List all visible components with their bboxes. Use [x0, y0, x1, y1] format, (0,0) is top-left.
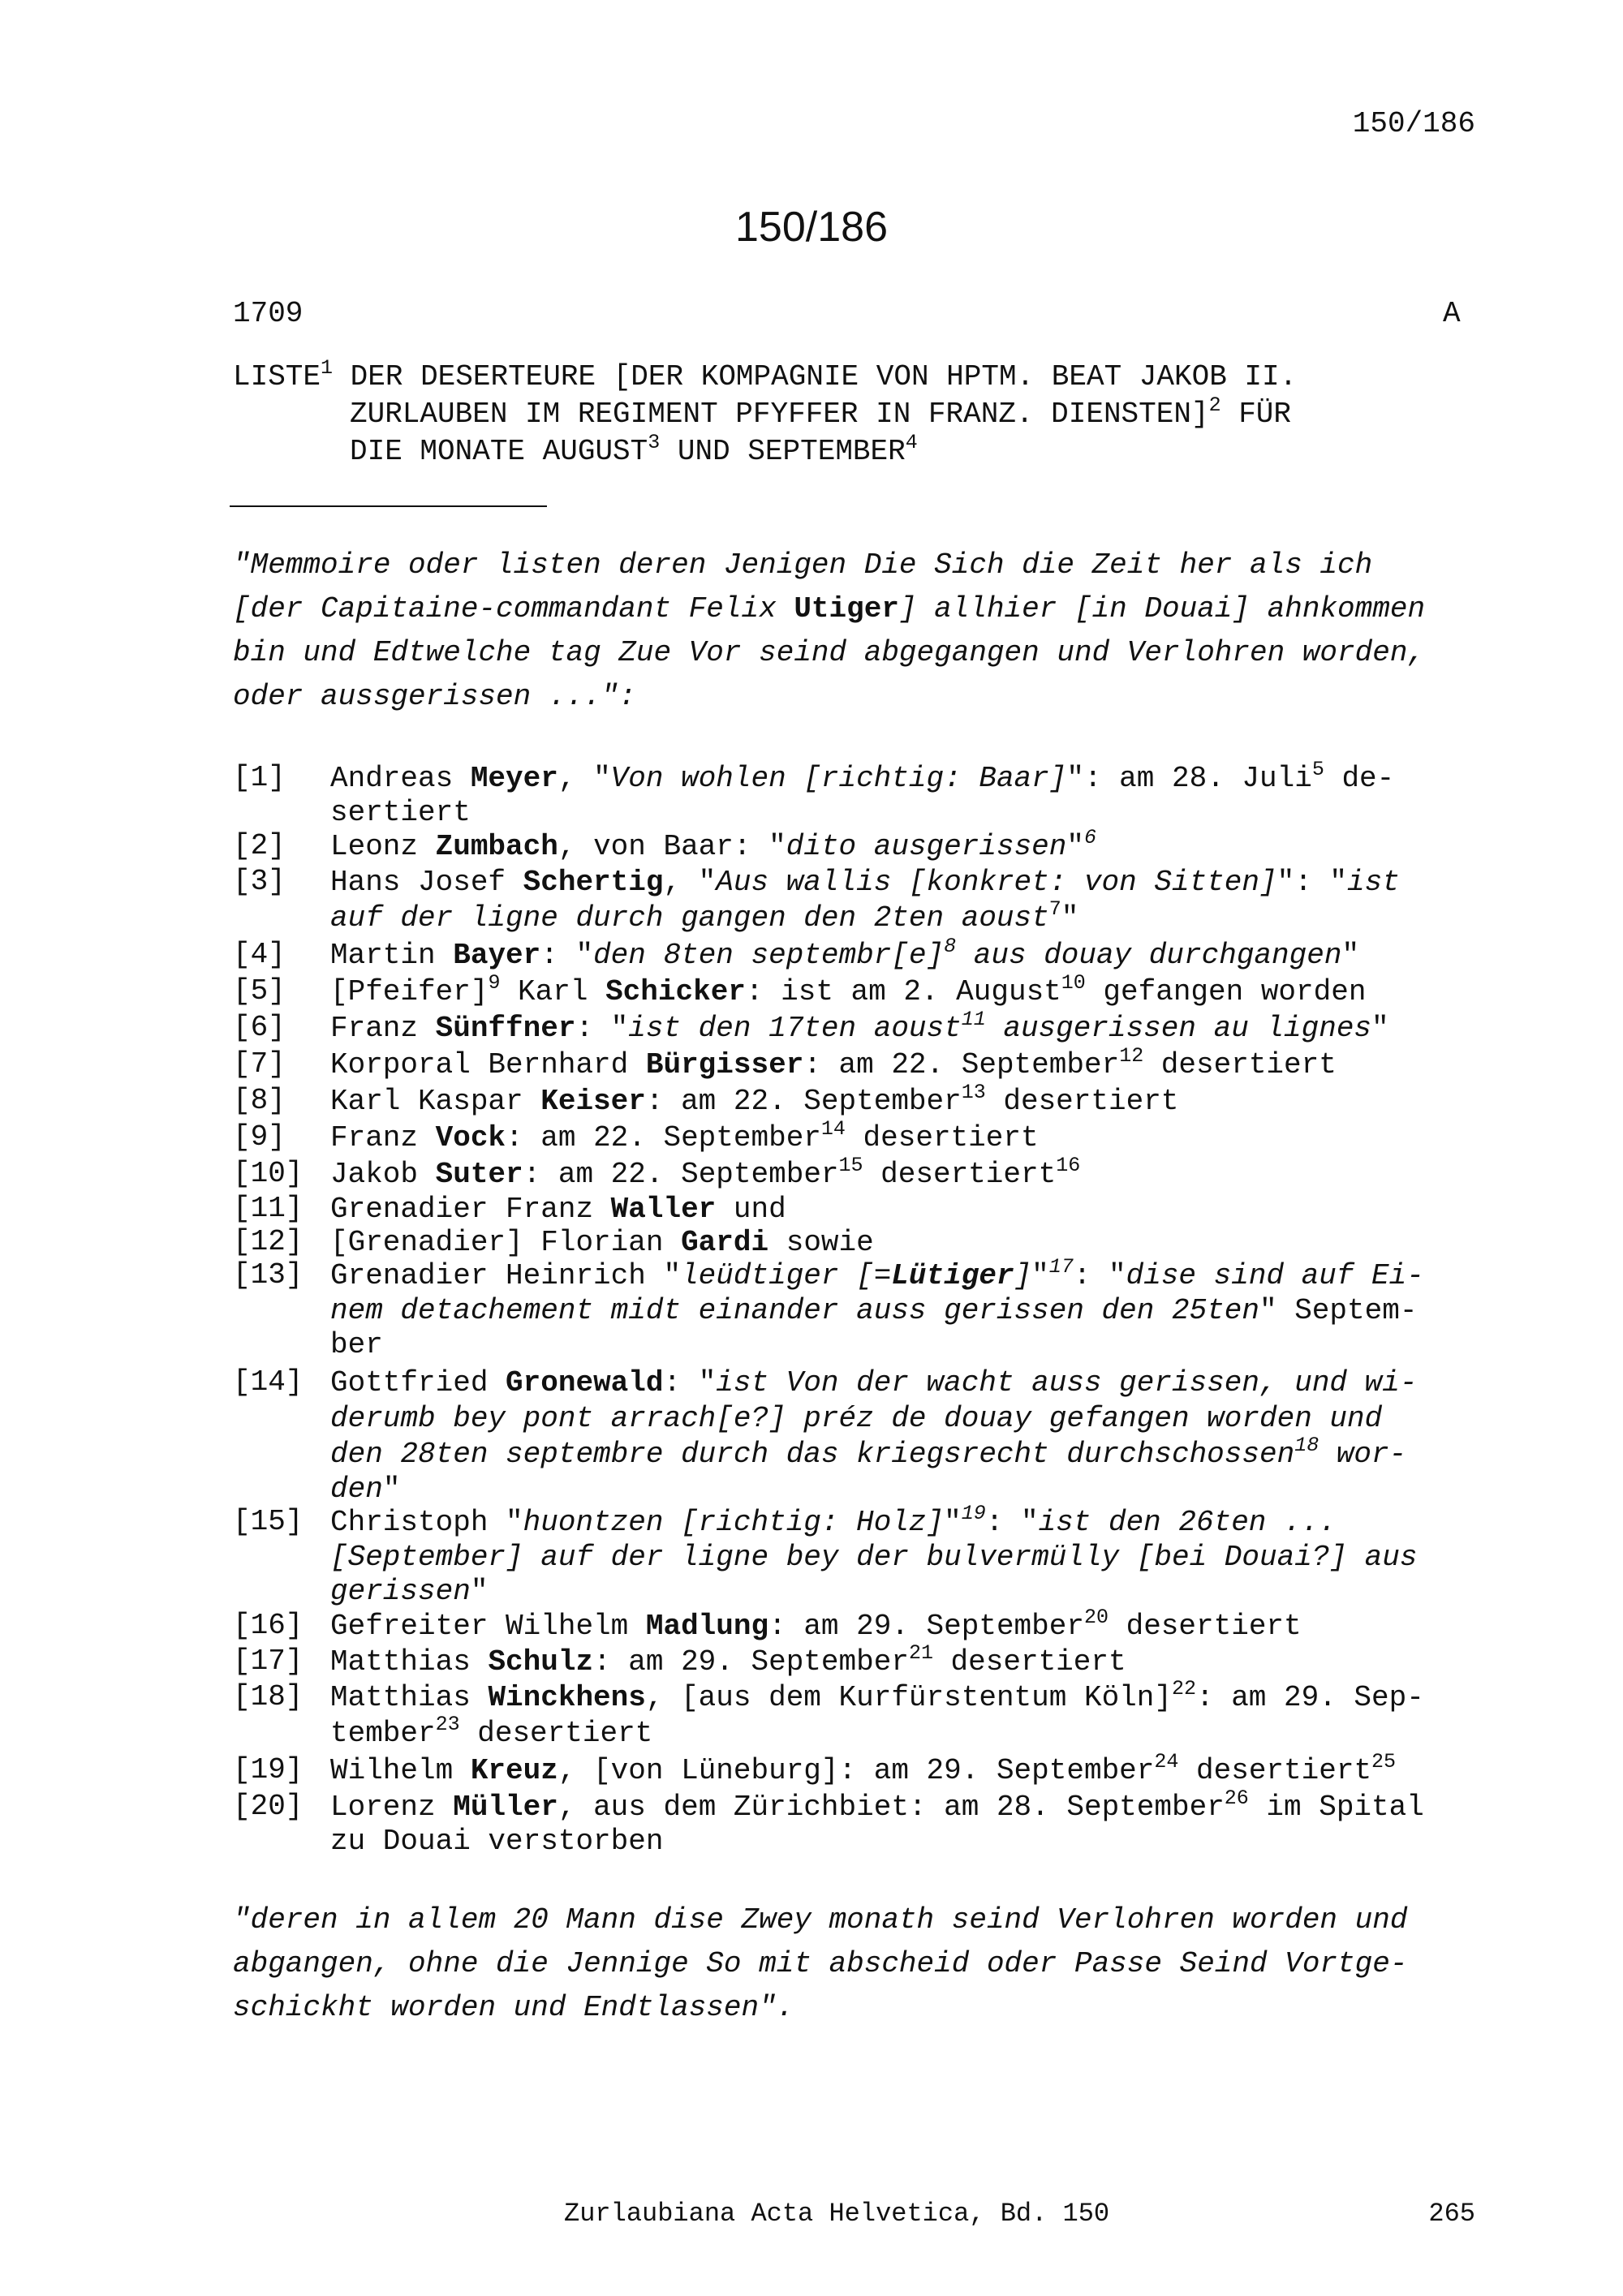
heading-line-2: ZURLAUBEN IM REGIMENT PFYFFER IN FRANZ. DIENSTEN]$^2$ FÜR: [350, 393, 1292, 431]
quote-line: "Memmoire oder listen deren Jenigen Die Sich die Zeit her als ich: [233, 548, 1373, 582]
quote-line: schickht worden und Endtlassen".: [233, 1991, 794, 2024]
footnote-ref: 4: [905, 431, 918, 454]
quote-line: "deren in allem 20 Mann dise Zwey monath seind Verlohren worden und: [233, 1903, 1408, 1937]
footnote-ref: 2: [1208, 393, 1221, 417]
document-title: 150/186: [735, 204, 888, 251]
quote-line: abgangen, ohne die Jennige So mit abscheid oder Passe Seind Vortge-: [233, 1947, 1408, 1980]
footnote-ref: 1: [321, 356, 334, 380]
heading-line-3: DIE MONATE AUGUST$^3$ UND SEPTEMBER$^4$: [350, 431, 918, 468]
page-number: 265: [1428, 2199, 1475, 2229]
quote-line: [der Capitaine-commandant Felix Utiger] allhier [in Douai] ahnkommen: [233, 592, 1426, 626]
page-reference: 150/186: [1352, 107, 1475, 140]
quote-line: oder aussgerissen ...":: [233, 680, 636, 713]
intro-quote: [233, 544, 1425, 719]
document-category: A: [1443, 297, 1461, 330]
document-year: 1709: [233, 297, 304, 330]
quote-line: bin und Edtwelche tag Zue Vor seind abgegangen und Verlohren worden,: [233, 636, 1426, 669]
heading-separator: [230, 505, 547, 507]
footnote-ref: 3: [648, 431, 661, 454]
heading-line-1: LISTE$^1$ DER DESERTEURE [DER KOMPAGNIE VON HPTM. BEAT JAKOB II.: [233, 356, 1298, 393]
footer-publication: Zurlaubiana Acta Helvetica, Bd. 150: [564, 2199, 1110, 2229]
closing-quote: [233, 1898, 1407, 2030]
